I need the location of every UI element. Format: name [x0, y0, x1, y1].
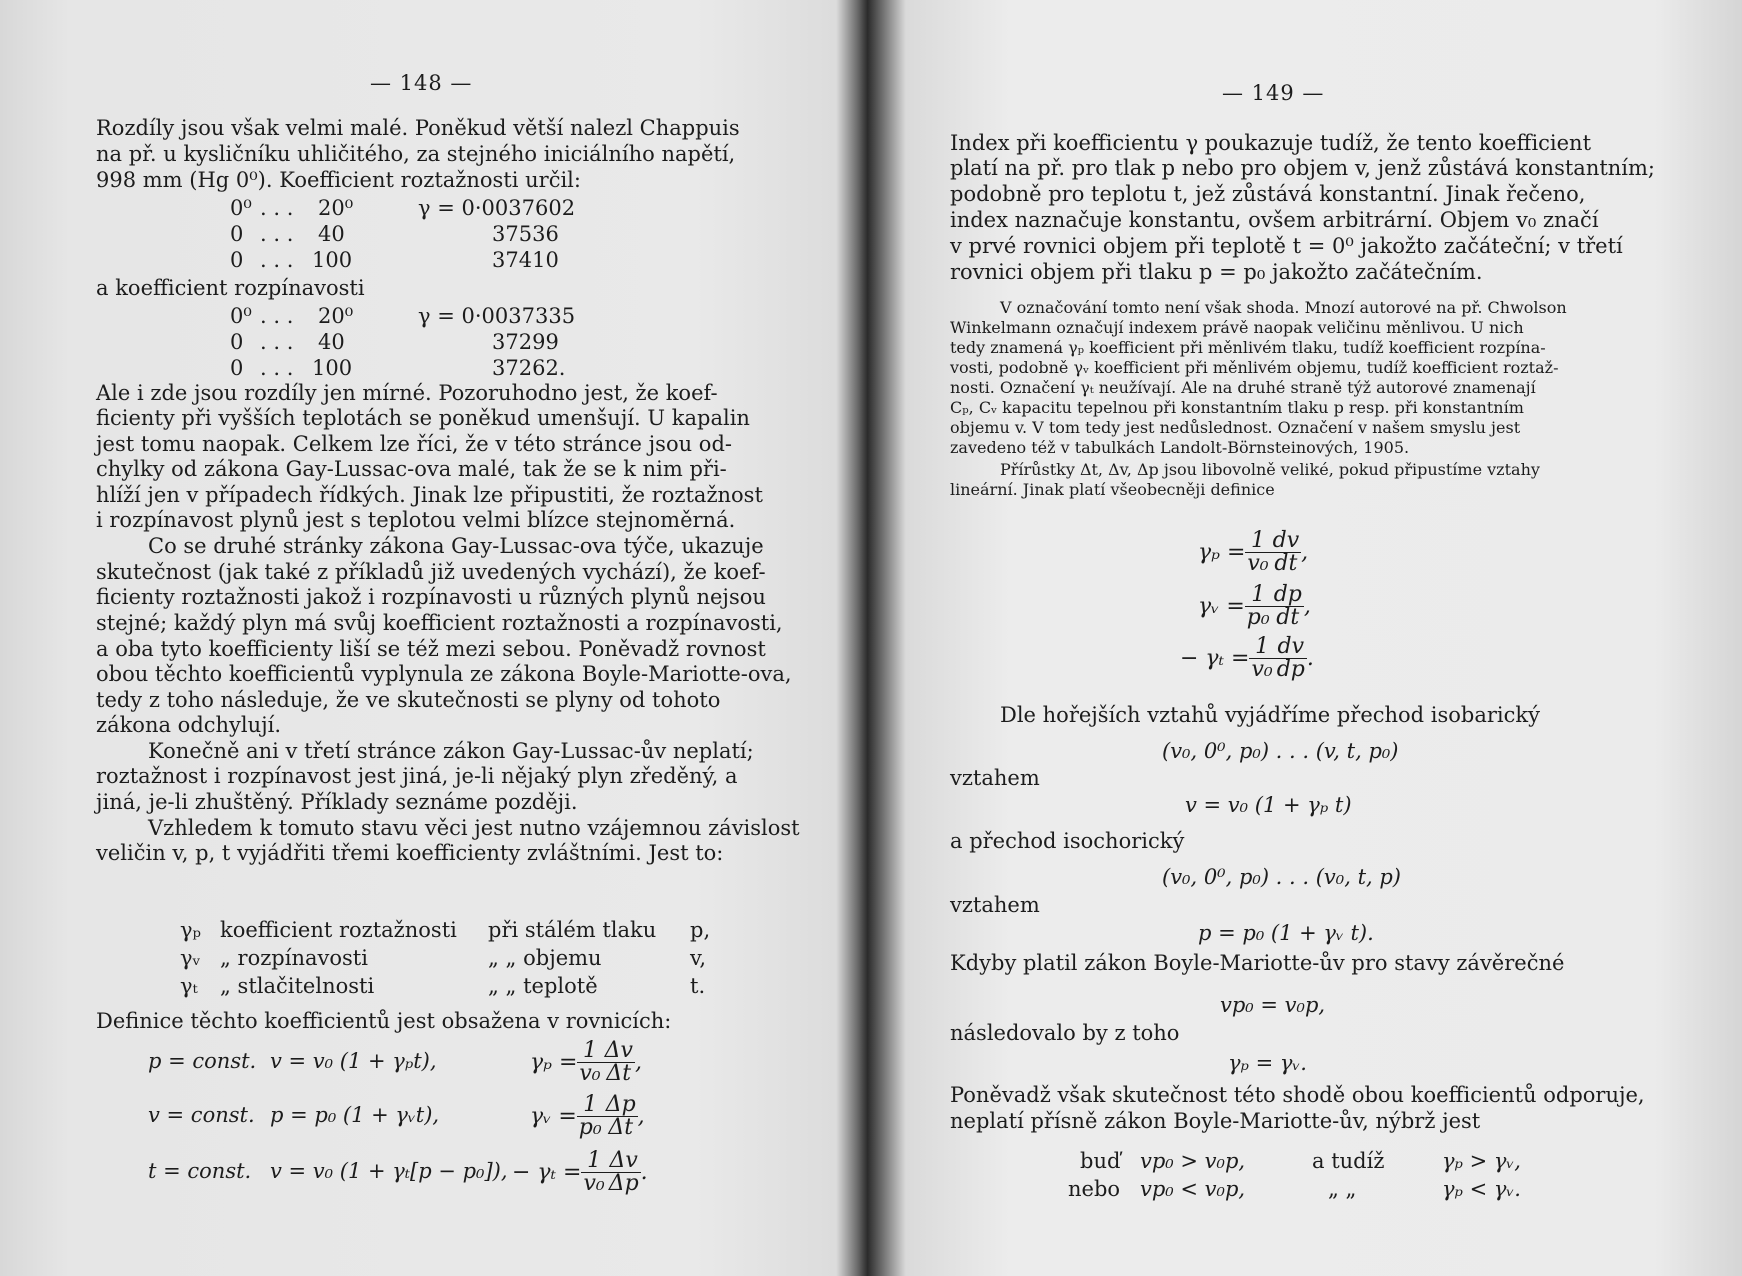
text-line: Konečně ani v třetí stránce zákon Gay-Lussac-ův neplatí; [148, 739, 754, 763]
note-line: objemu v. V tom tedy jest nedůslednost. Označení v našem smyslu jest [950, 418, 1521, 437]
right-page: — 149 — Index při koefficientu γ poukazuje tudíž, že tento koefficient platí na př. pro tlak p nebo pro objem v, jenž zůstává konstantním; podobně pro teplotu t, jež zůstává konstantní. Jinak řečeno, index naznačuje konstantu, ovšem arbitrární. Objem v₀ značí v prvé rovnici objem při teplotě t = 0⁰ jakožto začáteční; v třetí rovnici objem při tlaku p = p₀ jakožto začátečním. V označování tomto není však shoda. Mnozí autorové na př. Chwolson Winkelmann označují indexem právě naopak veličinu měnlivou. U nich tedy znamená γₚ koefficient při měnlivém tlaku, tudíž koefficient rozpína- vosti, podobně γᵥ koefficient při měnlivém objemu, tudíž koefficient roztaž- nosti. Označení γₜ neužívají. Ale na druhé straně týž autorové znamenají Cₚ, Cᵥ kapacitu tepelnou při konstantním tlaku p resp. při konstantním objemu v. V tom tedy jest nedůslednost. Označení v našem smyslu jest zavedeno též v tabulkách Landolt-Börnsteinových, 1905. Přírůstky Δt, Δv, Δp jsou libovolně veliké, pokud připustíme vztahy lineární. Jinak platí všeobecněji definice γₚ = $\frac{1}{\text{v₀}}$ $\frac{dv}{dt}$ , γᵥ = $\frac{1}{\text{p₀}}$ $\frac{dp}{dt}$ , − γₜ = $\frac{1}{\text{v₀}}$ $\frac{dv}{dp}$ . Dle hořejších vztahů vyjádříme přechod isobarický (v₀, 0⁰, p₀) . . . (v, t, p₀) vztahem v = v₀ (1 + γₚ t) a přechod isochorický (v₀, 0⁰, p₀) . . . (v₀, t, p) vztahem p = p₀ (1 + γᵥ t). Kdyby platil zákon Boyle-Mariotte-ův pro stavy závěrečné vp₀ = v₀p, následovalo by z toho γₚ = γᵥ. Poněvadž však skutečnost této shodě obou koefficientů odporuje, neplatí přísně zákon Boyle-Mariotte-ův, nýbrž jest buď vp₀ > v₀p, a tudíž γₚ > γᵥ, nebo vp₀ < v₀p, „ „ γₚ < γᵥ. [950, 81, 1656, 1201]
coefficient-definition [530, 1094, 645, 1139]
fraction [604, 1094, 638, 1139]
coefficient-definition [512, 1150, 648, 1195]
text-line: zákona odchylují. [96, 713, 282, 737]
derivative-definition [1198, 530, 1308, 575]
note-line: tedy znamená γₚ koefficient při měnlivém tlaku, tudíž koefficient rozpína- [950, 338, 1546, 357]
note-line: V označování tomto není však shoda. Mnozí autorové na př. Chwolson [1000, 298, 1567, 317]
law-equation: v = v₀ (1 + γₜ[p − p₀]), [270, 1159, 508, 1183]
fraction [577, 1040, 602, 1085]
text-line: 998 mm (Hg 0⁰). Koefficient roztažnosti určil: [96, 168, 581, 192]
text-line: skutečnost (jak také z příkladů již uvedených vychází), že koef- [96, 560, 766, 584]
fraction [577, 1094, 604, 1139]
text-line: neplatí přísně zákon Boyle-Mariotte-ův, nýbrž jest [950, 1109, 1481, 1133]
coefficient-definition [530, 1040, 642, 1085]
note-line: Cₚ, Cᵥ kapacitu tepelnou při konstantním tlaku p resp. při konstantním [950, 398, 1524, 417]
numerator: dp [1273, 582, 1302, 607]
punct: , [1301, 540, 1309, 565]
fraction [1275, 636, 1307, 681]
numerator: 1 [1249, 636, 1274, 659]
fraction [607, 1150, 641, 1195]
text-line: rovnici objem při tlaku p = p₀ jakožto začátečním. [950, 260, 1483, 284]
note-line: nosti. Označení γₜ neužívají. Ale na druhé straně týž autorové znamenají [950, 378, 1536, 397]
numerator: dv [1275, 636, 1307, 659]
punct: , [637, 1104, 645, 1129]
numerator: 1 [577, 1040, 602, 1063]
denominator: dp [1276, 657, 1305, 682]
text-line: ficienty při vyšších teplotách se poněkud umenšují. U kapalin [96, 406, 750, 430]
text-line: Poněvadž však skutečnost této shodě obou koefficientů odporuje, [950, 1083, 1645, 1107]
denominator: p₀ [578, 1115, 602, 1140]
condition: t = const. [148, 1159, 252, 1183]
numerator: 1 [581, 1150, 606, 1173]
numerator: Δp [605, 1092, 636, 1117]
text-line: hlíží jen v případech řídkých. Jinak lze připustiti, že roztažnost [96, 483, 763, 507]
denominator: v₀ [583, 1171, 605, 1196]
denominator: Δt [606, 1061, 632, 1086]
equation: vp₀ = v₀p, [1220, 993, 1326, 1017]
text-line: roztažnost i rozpínavost jest jiná, je-li nějaký plyn zředěný, a [96, 764, 738, 788]
denominator: p₀ [1246, 605, 1270, 630]
text-line: vztahem [950, 766, 1040, 790]
note-line: lineární. Jinak platí všeobecněji definice [950, 480, 1275, 499]
page-number: — 149 — [1222, 81, 1325, 105]
denominator: dt [1274, 551, 1298, 576]
text-line: Definice těchto koefficientů jest obsažena v rovnicích: [96, 1009, 672, 1033]
text-line: index naznačuje konstantu, ovšem arbitrární. Objem v₀ značí [950, 208, 1599, 232]
derivative-definition [1180, 636, 1314, 681]
text-line: následovalo by z toho [950, 1021, 1180, 1045]
text-line: chylky od zákona Gay-Lussac-ova malé, tak že se k nim při- [96, 457, 727, 481]
text-line: a přechod isochorický [950, 829, 1185, 853]
equation: v = v₀ (1 + γₚ t) [1185, 793, 1352, 817]
numerator: Δv [607, 1150, 641, 1173]
derivative-definition [1198, 584, 1311, 629]
numerator: 1 [577, 1094, 604, 1117]
punct: . [640, 1160, 648, 1185]
lhs: γᵥ = [530, 1104, 577, 1129]
equation: γₚ = γᵥ. [1228, 1051, 1307, 1075]
text-line: jest tomu naopak. Celkem lze říci, že v této stránce jsou od- [96, 432, 732, 456]
fraction [1245, 584, 1272, 629]
text-line: podobně pro teplotu t, jež zůstává konstantní. Jinak řečeno, [950, 182, 1586, 206]
left-page: — 148 — Rozdíly jsou však velmi malé. Poněkud větší nalezl Chappuis na př. u kysličníku uhličitého, za stejného iniciálního napětí, 998 mm (Hg 0⁰). Koefficient roztažnosti určil: 0⁰ . . . 20⁰ γ = 0·0037602 0 . . . 40 37536 0 . . . 100 37410 a koefficient rozpínavosti 0⁰ . . . 20⁰ γ = 0·0037335 0 . . . 40 37299 0 . . . 100 37262. Ale i zde jsou rozdíly jen mírné. Pozoruhodno jest, že koef- ficienty při vyšších teplotách se poněkud umenšují. U kapalin jest tomu naopak. Celkem lze říci, že v této stránce jsou od- chylky od zákona Gay-Lussac-ova malé, tak že se k nim při- hlíží jen v případech řídkých. Jinak lze připustiti, že roztažnost i rozpínavost plynů jest s teplotou velmi blízce stejnoměrná. Co se druhé stránky zákona Gay-Lussac-ova týče, ukazuje skutečnost (jak také z příkladů již uvedených vychází), že koef- ficienty roztažnosti jakož i rozpínavosti u různých plynů nejsou stejné; každý plyn má svůj koefficient roztažnosti a rozpínavosti, a oba tyto koefficienty liší se též mezi sebou. Poněvadž rovnost obou těchto koefficientů vyplynula ze zákona Boyle-Mariotte-ova, tedy z toho následuje, že ve skutečnosti se plyny od tohoto zákona odchylují. Konečně ani v třetí stránce zákon Gay-Lussac-ův neplatí; roztažnost i rozpínavost jest jiná, je-li nějaký plyn zředěný, a jiná, je-li zhuštěný. Příklady seznáme později. Vzhledem k tomuto stavu věci jest nutno vzájemnou závislost veličin v, p, t vyjádřiti třemi koefficienty zvláštními. Jest to: γₚ koefficient roztažnosti při stálém tlaku p, γᵥ „ rozpínavosti „ „ objemu v, γₜ „ stlačitelnosti „ „ teplotě t. Definice těchto koefficientů jest obsažena v rovnicích: p = const. v = v₀ (1 + γₚt), γₚ = $\frac{1}{\text{v₀}}$ $\frac{\Delta v}{\Delta t}$ , v = const. p = p₀ (1 + γᵥt), γᵥ = $\frac{1}{\text{p₀}}$ $\frac{\Delta p}{\Delta t}$ , t = const. v = v₀ (1 + γₜ[p − p₀]), − γₜ = $\frac{1}{\text{v₀}}$ $\frac{\Delta v}{\Delta p}$ . [96, 71, 800, 1196]
text-line: Index při koefficientu γ poukazuje tudíž, že tento koefficient [950, 131, 1592, 155]
denominator: v₀ [579, 1061, 601, 1086]
punct: , [634, 1050, 642, 1075]
text-line: Rozdíly jsou však velmi malé. Poněkud větší nalezl Chappuis [96, 116, 740, 140]
text-line: veličin v, p, t vyjádřiti třemi koefficienty zvláštními. Jest to: [96, 841, 724, 865]
note-line: vosti, podobně γᵥ koefficient při měnlivém objemu, tudíž koefficient roztaž- [950, 358, 1559, 377]
lhs: − γₜ = [1180, 646, 1250, 671]
note-line: Přírůstky Δt, Δv, Δp jsou libovolně veliké, pokud připustíme vztahy [1000, 460, 1540, 479]
text-line: Ale i zde jsou rozdíly jen mírné. Pozoruhodno jest, že koef- [96, 381, 718, 405]
denominator: v₀ [1247, 551, 1269, 576]
state-transition: (v₀, 0⁰, p₀) . . . (v₀, t, p) [1162, 865, 1401, 889]
text-line: vztahem [950, 893, 1040, 917]
numerator: dv [1272, 528, 1300, 553]
denominator: Δt [608, 1115, 634, 1140]
text-line: a koefficient rozpínavosti [96, 276, 365, 300]
lhs: γᵥ = [1198, 594, 1245, 619]
lhs: γₚ = [1198, 540, 1246, 565]
equation: p = p₀ (1 + γᵥ t). [1198, 921, 1374, 945]
punct: , [1303, 594, 1311, 619]
fraction [581, 1150, 606, 1195]
lhs: γₚ = [530, 1050, 578, 1075]
denominator: v₀ [1251, 657, 1273, 682]
page-number: — 148 — [370, 71, 473, 95]
fraction [1272, 584, 1304, 629]
text-line: tedy z toho následuje, že ve skutečnosti se plyny od tohoto [96, 688, 721, 712]
text-line: Co se druhé stránky zákona Gay-Lussac-ova týče, ukazuje [148, 534, 764, 558]
text-line: Vzhledem k tomuto stavu věci jest nutno vzájemnou závislost [148, 816, 800, 840]
lhs: − γₜ = [512, 1160, 582, 1185]
punct: . [1306, 646, 1314, 671]
fraction [603, 1040, 635, 1085]
numerator: Δv [604, 1038, 633, 1063]
text-line: stejné; každý plyn má svůj koefficient roztažnosti a rozpínavosti, [96, 611, 783, 635]
condition: v = const. [148, 1103, 255, 1127]
condition: p = const. [148, 1049, 257, 1073]
text-line: jiná, je-li zhuštěný. Příklady seznáme později. [96, 790, 578, 814]
text-line: Kdyby platil zákon Boyle-Mariotte-ův pro stavy závěrečné [950, 951, 1565, 975]
text-line: v prvé rovnici objem při teplotě t = 0⁰ jakožto začáteční; v třetí [950, 234, 1623, 258]
text-line: a oba tyto koefficienty liší se též mezi sebou. Poněvadž rovnost [96, 637, 766, 661]
numerator: 1 [1245, 530, 1270, 553]
text-line: obou těchto koefficientů vyplynula ze zákona Boyle-Mariotte-ova, [96, 662, 792, 686]
law-equation: v = v₀ (1 + γₚt), [270, 1049, 437, 1073]
fraction [1245, 530, 1270, 575]
text-line: platí na př. pro tlak p nebo pro objem v, jenž zůstává konstantním; [950, 156, 1656, 180]
fraction [1249, 636, 1274, 681]
numerator: 1 [1245, 584, 1272, 607]
section-heading: Dle hořejších vztahů vyjádříme přechod isobarický [1000, 703, 1541, 727]
denominator: Δp [608, 1171, 639, 1196]
text-line: ficienty roztažnosti jakož i rozpínavosti u různých plynů nejsou [96, 585, 766, 609]
note-line: zavedeno též v tabulkách Landolt-Börnsteinových, 1905. [950, 438, 1410, 457]
state-transition: (v₀, 0⁰, p₀) . . . (v, t, p₀) [1162, 739, 1399, 763]
fraction [1271, 530, 1302, 575]
denominator: dt [1276, 605, 1300, 630]
text-line: na př. u kysličníku uhličitého, za stejného iniciálního napětí, [96, 142, 736, 166]
law-equation: p = p₀ (1 + γᵥt), [270, 1103, 440, 1127]
note-line: Winkelmann označují indexem právě naopak veličinu měnlivou. U nich [950, 318, 1524, 337]
text-line: i rozpínavost plynů jest s teplotou velmi blízce stejnoměrná. [96, 508, 736, 532]
